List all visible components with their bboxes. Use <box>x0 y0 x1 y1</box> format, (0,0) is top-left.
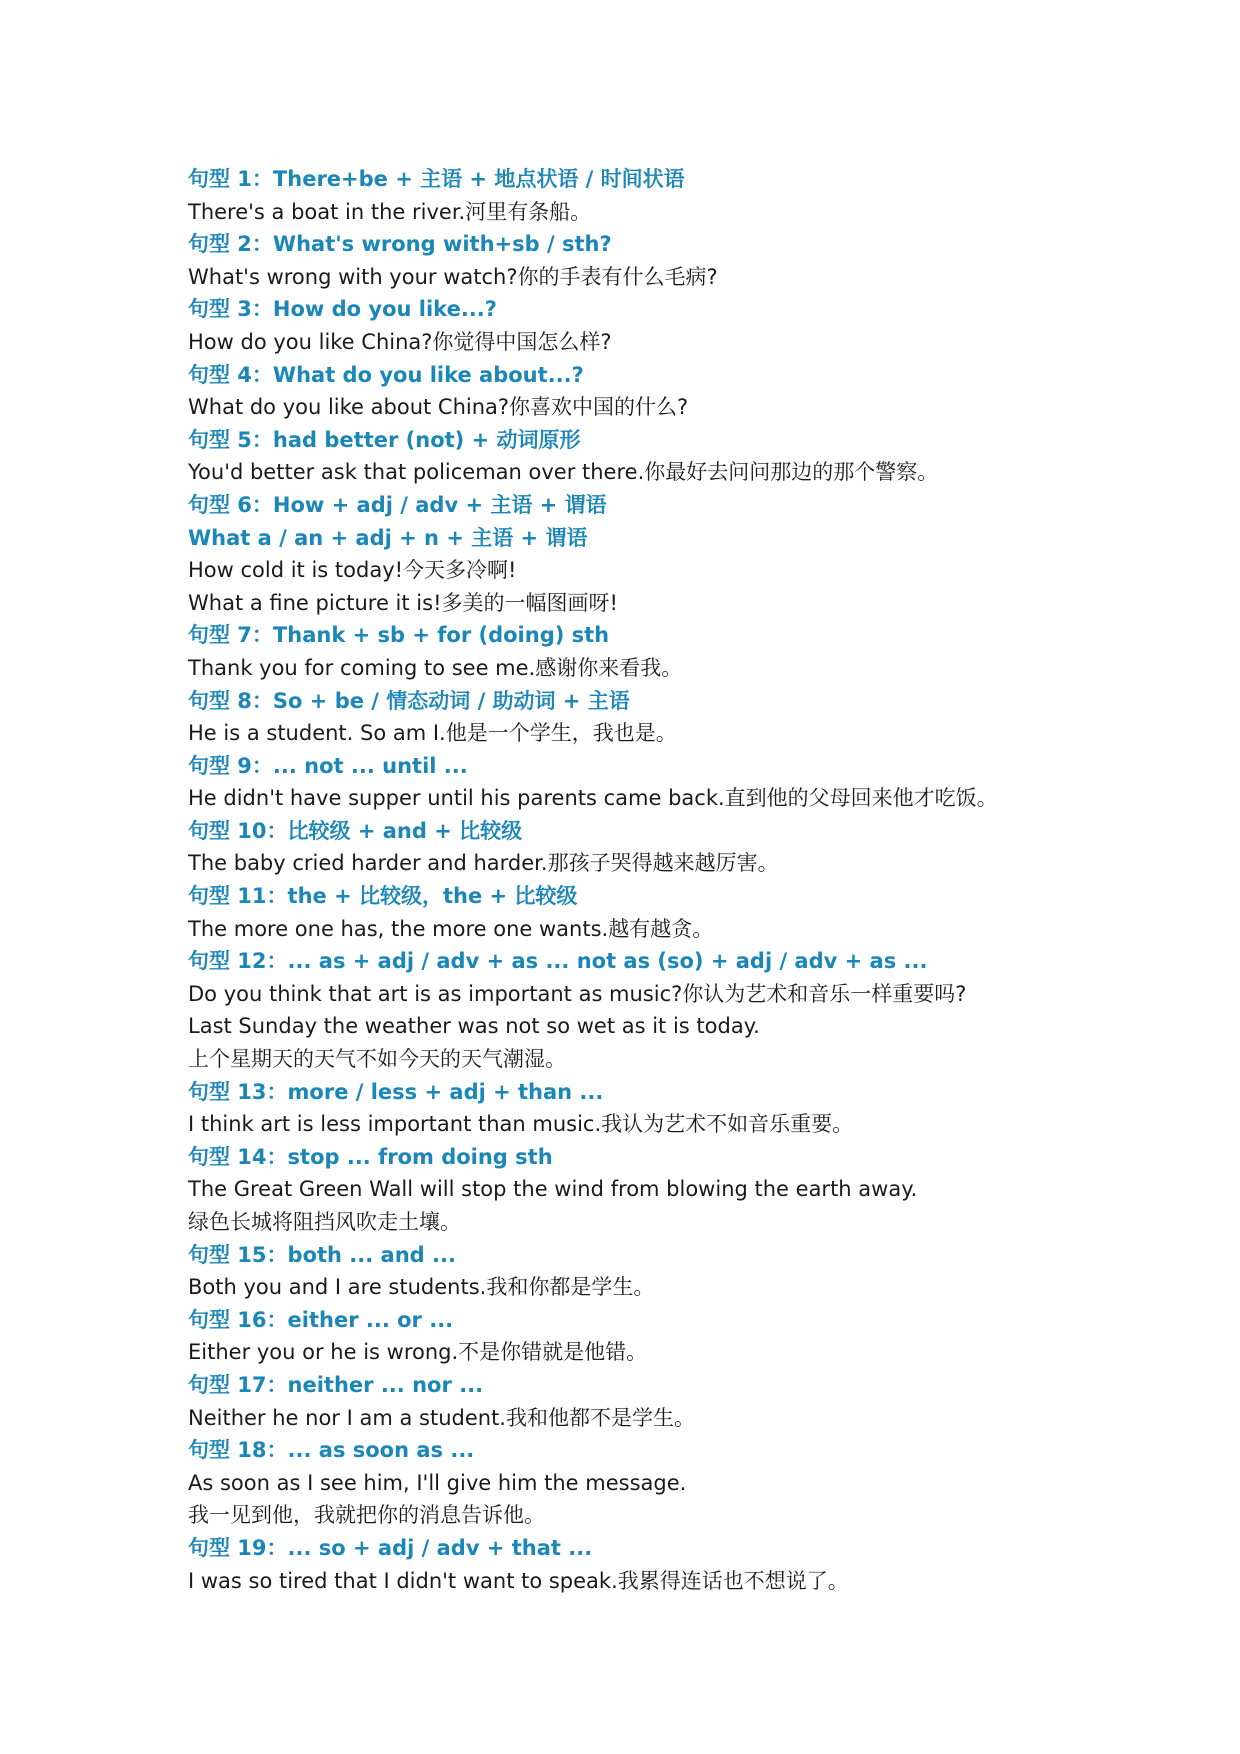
pattern-heading-16: 句型 16：either ... or ... <box>188 1307 454 1332</box>
example-translation: 绿色长城将阻挡风吹走土壤。 <box>188 1210 461 1234</box>
example-sentence: You'd better ask that policeman over there.你最好去问问那边的那个警察。 <box>188 460 939 485</box>
pattern-heading-9: 句型 9：... not ... until ... <box>188 753 468 778</box>
pattern-heading-17: 句型 17：neither ... nor ... <box>188 1372 484 1397</box>
pattern-heading-4: 句型 4：What do you like about...? <box>188 362 584 387</box>
example-sentence: How cold it is today!今天多冷啊! <box>188 558 517 583</box>
example-sentence: As soon as I see him, I'll give him the message. <box>188 1470 687 1495</box>
example-translation: 上个星期天的天气不如今天的天气潮湿。 <box>188 1047 566 1072</box>
example-sentence: Thank you for coming to see me.感谢你来看我。 <box>188 655 683 680</box>
example-sentence: He is a student. So am I.他是一个学生，我也是。 <box>188 721 677 746</box>
example-sentence: How do you like China?你觉得中国怎么样? <box>188 329 612 354</box>
document-body <box>188 163 1188 1597</box>
example-sentence: The Great Green Wall will stop the wind from blowing the earth away. <box>188 1177 918 1202</box>
pattern-heading-15: 句型 15：both ... and ... <box>188 1242 456 1267</box>
example-translation: 我一见到他，我就把你的消息告诉他。 <box>188 1503 545 1528</box>
example-sentence: He didn't have supper until his parents came back.直到他的父母回来他才吃饭。 <box>188 786 998 811</box>
example-sentence: The baby cried harder and harder.那孩子哭得越来越厉害。 <box>188 851 779 876</box>
pattern-heading-5: 句型 5：had better (not) + 动词原形 <box>188 427 581 452</box>
pattern-heading-1: 句型 1：There+be + 主语 + 地点状语 / 时间状语 <box>188 167 685 191</box>
pattern-heading-6-alt: What a / an + adj + n + 主语 + 谓语 <box>188 525 588 550</box>
example-sentence: What's wrong with your watch?你的手表有什么毛病? <box>188 264 718 289</box>
pattern-heading-11: 句型 11：the + 比较级，the + 比较级 <box>188 884 578 909</box>
example-sentence: I was so tired that I didn't want to speak.我累得连话也不想说了。 <box>188 1568 849 1593</box>
pattern-heading-18: 句型 18：... as soon as ... <box>188 1438 475 1463</box>
pattern-heading-7: 句型 7：Thank + sb + for (doing) sth <box>188 623 610 648</box>
example-sentence: What do you like about China?你喜欢中国的什么? <box>188 395 689 420</box>
example-sentence: What a fine picture it is!多美的一幅图画呀! <box>188 590 618 615</box>
example-sentence: Either you or he is wrong.不是你错就是他错。 <box>188 1340 648 1365</box>
pattern-heading-19: 句型 19：... so + adj / adv + that ... <box>188 1535 593 1560</box>
example-sentence: Last Sunday the weather was not so wet as it is today. <box>188 1014 760 1039</box>
example-sentence: The more one has, the more one wants.越有越贪。 <box>188 916 714 941</box>
pattern-heading-12: 句型 12：... as + adj / adv + as ... not as (so) + adj / adv + as ... <box>188 949 928 974</box>
example-sentence: Neither he nor I am a student.我和他都不是学生。 <box>188 1405 695 1430</box>
pattern-heading-13: 句型 13：more / less + adj + than ... <box>188 1079 604 1104</box>
example-sentence: There's a boat in the river.河里有条船。 <box>188 199 592 224</box>
example-sentence: Both you and I are students.我和你都是学生。 <box>188 1275 655 1300</box>
pattern-heading-6: 句型 6：How + adj / adv + 主语 + 谓语 <box>188 492 607 517</box>
pattern-heading-3: 句型 3：How do you like...? <box>188 297 497 322</box>
example-sentence: I think art is less important than music.我认为艺术不如音乐重要。 <box>188 1112 854 1137</box>
pattern-heading-8: 句型 8：So + be / 情态动词 / 助动词 + 主语 <box>188 688 630 713</box>
pattern-heading-14: 句型 14：stop ... from doing sth <box>188 1144 553 1169</box>
pattern-heading-2: 句型 2：What's wrong with+sb / sth? <box>188 232 612 257</box>
example-sentence: Do you think that art is as important as music?你认为艺术和音乐一样重要吗? <box>188 981 967 1006</box>
pattern-heading-10: 句型 10：比较级 + and + 比较级 <box>188 818 523 843</box>
